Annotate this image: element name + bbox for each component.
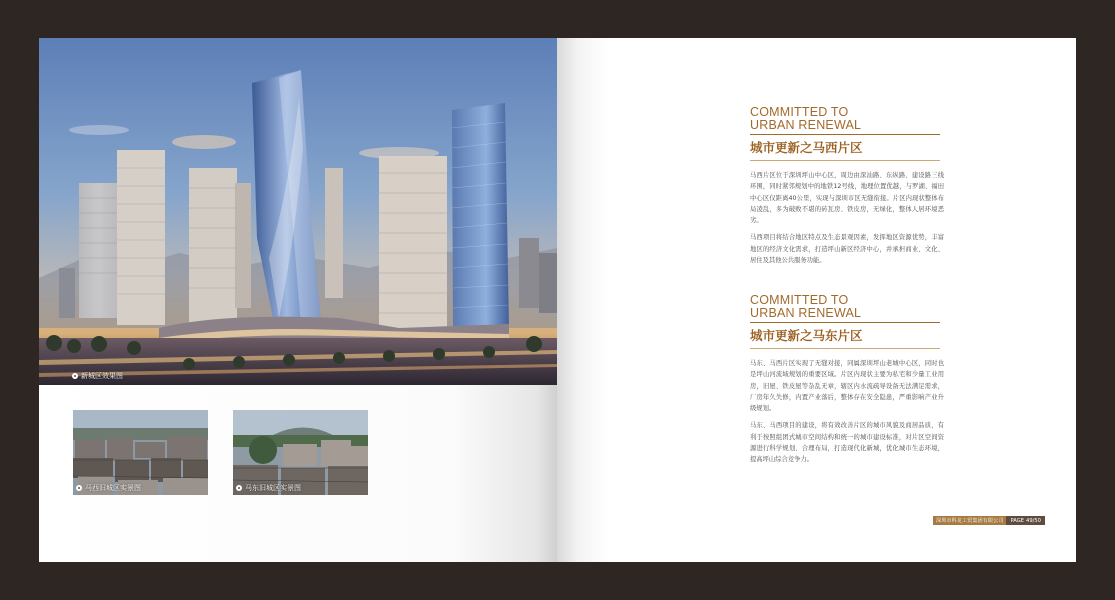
section-ma-dong: [750, 294, 944, 466]
thumbnail-caption-text: 马西旧城区实景图: [85, 484, 141, 492]
section-en-title-line1: COMMITTED TO: [750, 293, 849, 307]
thumbnail-ma-xi-old-town: [73, 410, 208, 495]
footer-company: 深圳市科龙工贸集团有限公司: [933, 516, 1006, 525]
hero-caption-text: 新城区效果图: [81, 372, 123, 380]
thumbnail-caption-text: 马东旧城区实景图: [245, 484, 301, 492]
footer-page-numbers: 49/50: [1026, 517, 1041, 524]
section-paragraph: 马西片区位于深圳坪山中心区，周边由深汕路、东纵路、建设路三线环围，同时紧邻规划中的地铁12号线，地理位置优越，与罗湖、福田中心区仅距离40公里，实现与深圳市区无缝衔接。片区内现状整体布局凌乱，多为破败不堪的砖瓦房、铁皮房，无绿化，整体人居环境恶劣。: [750, 172, 944, 225]
section-zh-title: 城市更新之马东片区: [750, 328, 863, 343]
thumbnail-caption: [76, 483, 141, 493]
section-en-title-line2: URBAN RENEWAL: [750, 118, 862, 132]
camera-icon: [76, 485, 82, 491]
footer-page-number: [1006, 516, 1045, 525]
subtitle-divider: [750, 348, 940, 349]
section-en-title-line1: COMMITTED TO: [750, 105, 849, 119]
section-paragraph: 马西项目将结合地区特点及生态景观因素，发挥地区资源优势，丰富地区的经济文化需求，打造坪山新区经济中心，并承担商业、文化、居住及其他公共服务功能。: [750, 234, 944, 265]
title-divider: [750, 322, 940, 323]
right-page: [557, 38, 1076, 562]
left-page: [39, 38, 557, 562]
thumbnail-ma-dong-old-town: [233, 410, 368, 495]
page-footer: [933, 516, 1045, 525]
section-en-title: [750, 294, 944, 320]
brochure-spread: [39, 38, 1076, 562]
section-zh-title: 城市更新之马西片区: [750, 140, 863, 155]
thumbnail-caption: [236, 483, 301, 493]
hero-rendering-image: [39, 38, 557, 385]
section-en-title-line2: URBAN RENEWAL: [750, 306, 862, 320]
section-ma-xi: [750, 106, 944, 266]
section-paragraph: 马东、马西项目的建设，将有效改善片区的城市风貌及商居品质，有利于按照组团式城市空间结构和统一的城市建设标准，对片区空间资源进行科学规划、合理布局，打造现代化新城，优化城市生态环境，提高坪山综合竞争力。: [750, 422, 944, 464]
title-divider: [750, 134, 940, 135]
footer-page-label: PAGE: [1010, 517, 1025, 524]
hero-caption: [72, 371, 123, 381]
camera-icon: [72, 373, 78, 379]
section-paragraph: 马东、马西片区实现了无缝对接，同属深圳坪山老城中心区，同时也是坪山河流域规划的重要区域。片区内现状主要为私宅和少量工业用房，旧屋、铁皮屋等杂乱无章，辖区内水流疏导设备无法满足需求，厂房年久失修，内置产业落后，整体存在安全隐患，严重影响产业升级规划。: [750, 360, 944, 413]
subtitle-divider: [750, 160, 940, 161]
camera-icon: [236, 485, 242, 491]
section-en-title: [750, 106, 944, 132]
